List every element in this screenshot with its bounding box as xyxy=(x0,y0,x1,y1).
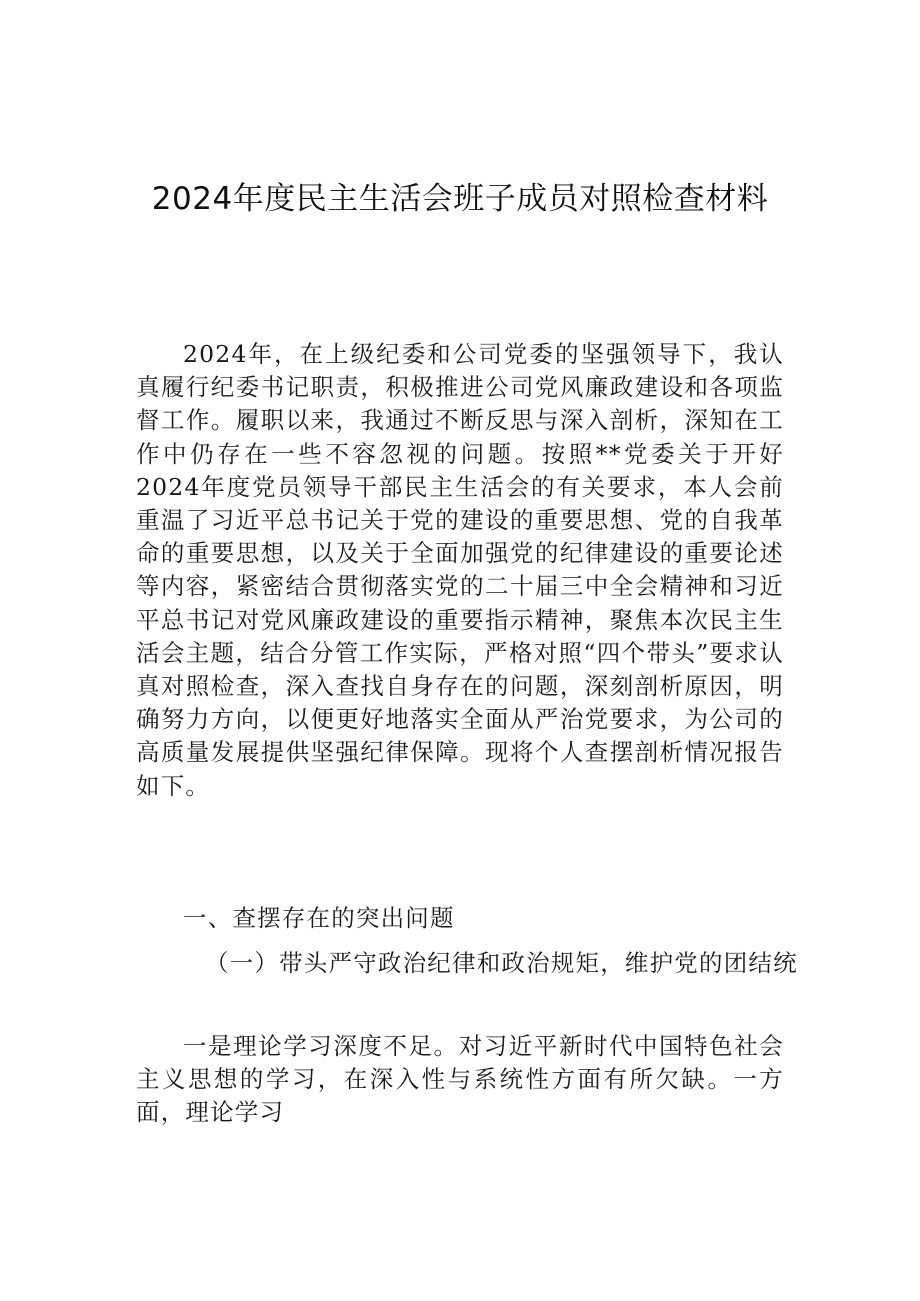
section-heading: 一、查摆存在的突出问题 xyxy=(183,904,455,932)
theory-paragraph: 一是理论学习深度不足。对习近平新时代中国特色社会主义思想的学习，在深入性与系统性方面有所欠缺。一方面，理论学习 xyxy=(136,1032,784,1127)
subsection-heading: （一）带头严守政治纪律和政治规矩，维护党的团结统 xyxy=(205,949,798,977)
intro-paragraph: 2024年，在上级纪委和公司党委的坚强领导下，我认真履行纪委书记职责，积极推进公司党风廉政建设和各项监督工作。履职以来，我通过不断反思与深入剖析，深知在工作中仍存在一些不容忽视的问题。按照**党委关于开好2024年度党员领导干部民主生活会的有关要求，本人会前重温了习近平总书记关于党的建设的重要思想、党的自我革命的重要思想，以及关于全面加强党的纪律建设的重要论述等内容，紧密结合贯彻落实党的二十届三中全会精神和习近平总书记对党风廉政建设的重要指示精神，聚焦本次民主生活会主题，结合分管工作实际，严格对照“四个带头”要求认真对照检查，深入查找自身存在的问题，深刻剖析原因，明确努力方向，以便更好地落实全面从严治党要求，为公司的高质量发展提供坚强纪律保障。现将个人查摆剖析情况报告如下。 xyxy=(136,340,784,800)
document-title: 2024年度民主生活会班子成员对照检查材料 xyxy=(151,181,769,217)
